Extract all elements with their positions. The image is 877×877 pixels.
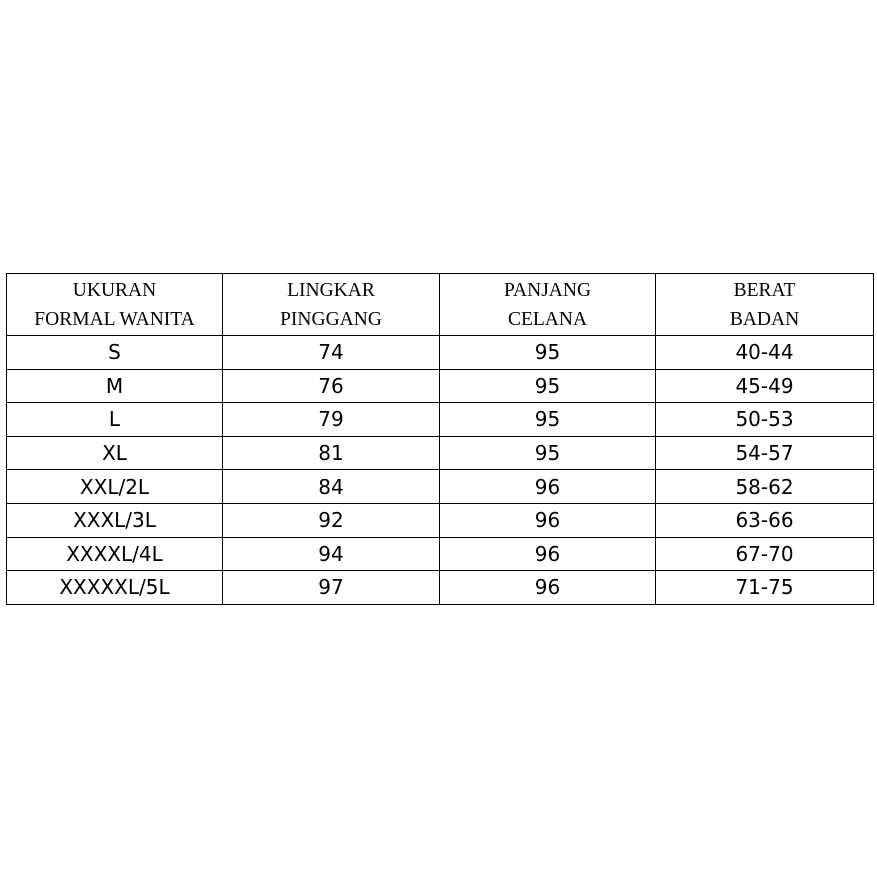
waist-cell: 84 [223, 470, 440, 504]
table-row [7, 571, 874, 605]
header-waist-line1: LINGKAR [287, 279, 375, 301]
header-waist-line2: PINGGANG [280, 308, 382, 330]
size-cell: XL [7, 436, 223, 470]
size-cell: L [7, 403, 223, 437]
weight-cell: 71-75 [656, 571, 874, 605]
weight-cell: 45-49 [656, 369, 874, 403]
weight-cell: 50-53 [656, 403, 874, 437]
waist-cell: 79 [223, 403, 440, 437]
header-size-line2: FORMAL WANITA [34, 308, 195, 330]
weight-cell: 54-57 [656, 436, 874, 470]
length-cell: 96 [440, 503, 656, 537]
table-row [7, 336, 874, 370]
table-row [7, 470, 874, 504]
header-length-line1: PANJANG [503, 279, 592, 301]
length-cell: 95 [440, 369, 656, 403]
weight-cell: 67-70 [656, 537, 874, 571]
header-row [7, 274, 874, 336]
weight-cell: 63-66 [656, 503, 874, 537]
size-cell: XXXXXL/5L [7, 571, 223, 605]
waist-cell: 97 [223, 571, 440, 605]
header-length [440, 274, 656, 336]
waist-cell: 94 [223, 537, 440, 571]
waist-cell: 81 [223, 436, 440, 470]
length-cell: 95 [440, 336, 656, 370]
header-weight-line2: BADAN [729, 308, 800, 330]
waist-cell: 92 [223, 503, 440, 537]
size-cell: XXXXL/4L [7, 537, 223, 571]
header-weight-line1: BERAT [733, 279, 796, 301]
size-cell: XXL/2L [7, 470, 223, 504]
table-row [7, 369, 874, 403]
size-cell: S [7, 336, 223, 370]
weight-cell: 58-62 [656, 470, 874, 504]
table-row [7, 436, 874, 470]
header-size-line1: UKURAN [72, 279, 157, 301]
length-cell: 96 [440, 537, 656, 571]
table-row [7, 403, 874, 437]
size-chart-table [6, 273, 874, 605]
waist-cell: 76 [223, 369, 440, 403]
header-weight [656, 274, 874, 336]
waist-cell: 74 [223, 336, 440, 370]
table-row [7, 537, 874, 571]
header-size [7, 274, 223, 336]
length-cell: 96 [440, 470, 656, 504]
table-row [7, 503, 874, 537]
header-waist [223, 274, 440, 336]
size-cell: XXXL/3L [7, 503, 223, 537]
weight-cell: 40-44 [656, 336, 874, 370]
length-cell: 96 [440, 571, 656, 605]
header-length-line2: CELANA [507, 308, 588, 330]
length-cell: 95 [440, 403, 656, 437]
length-cell: 95 [440, 436, 656, 470]
size-cell: M [7, 369, 223, 403]
